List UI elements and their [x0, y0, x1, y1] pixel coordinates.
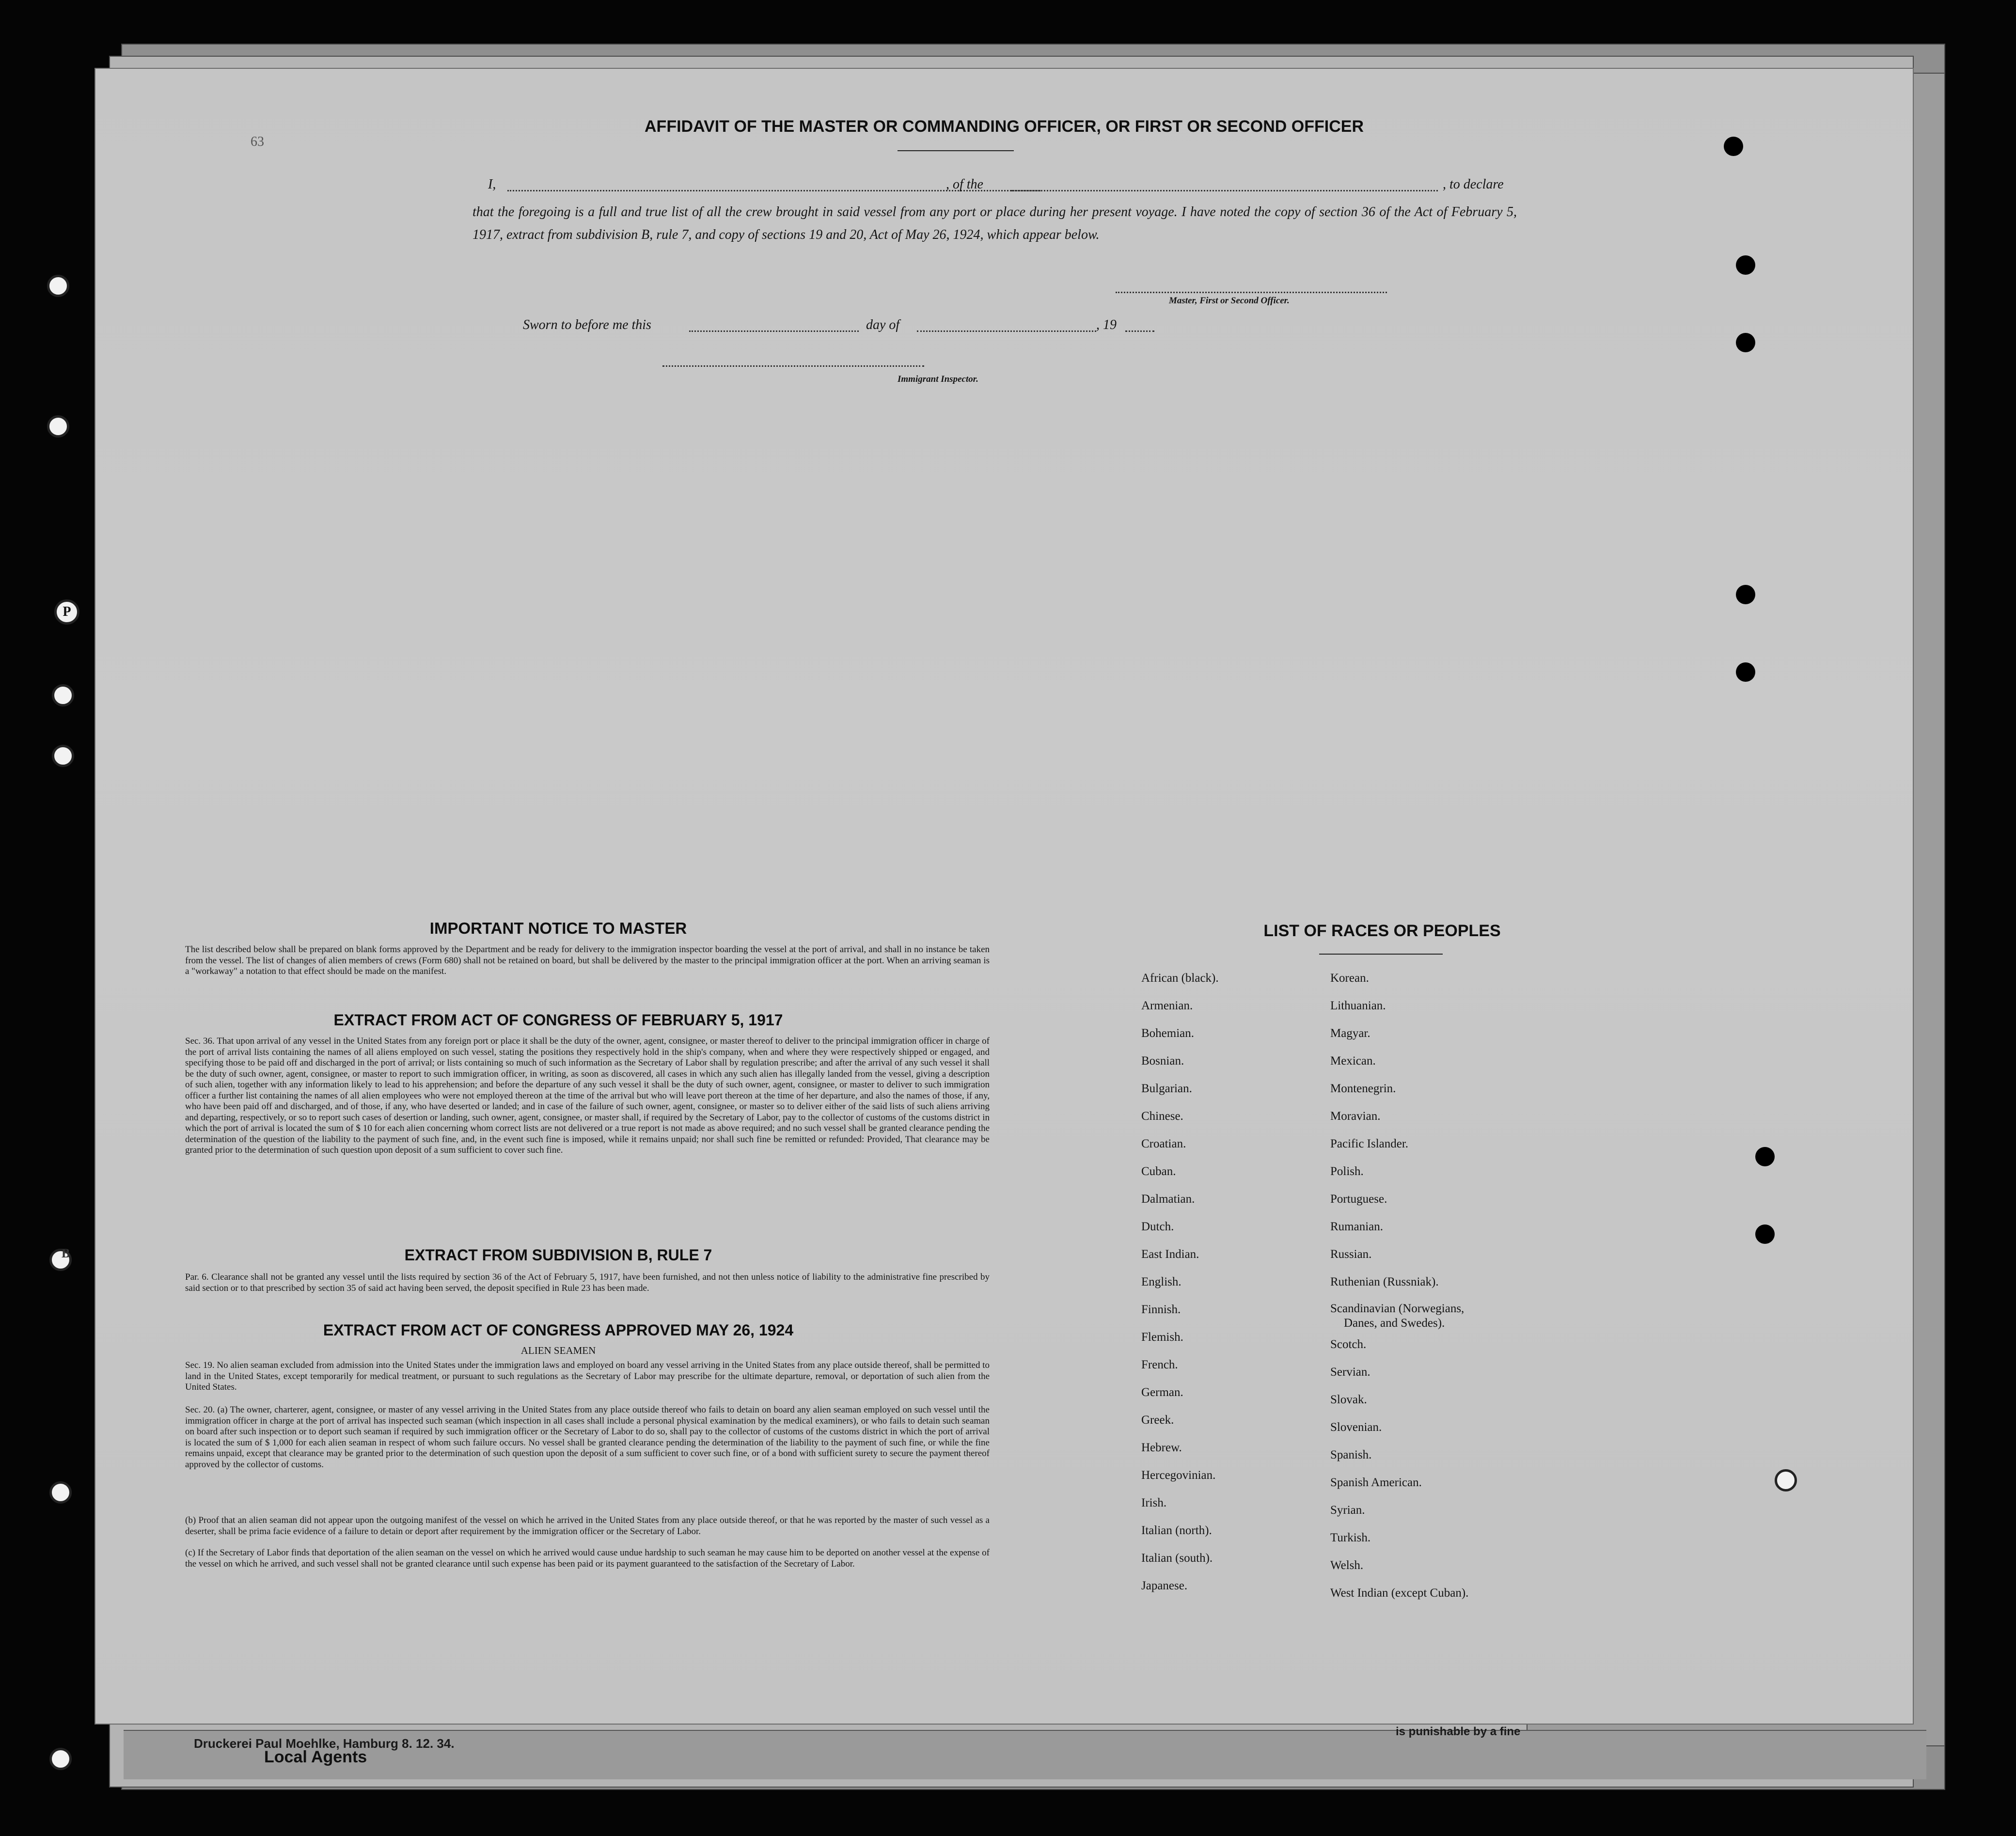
race-item: Flemish. [1141, 1331, 1183, 1344]
race-item: Welsh. [1330, 1559, 1364, 1572]
race-item: Greek. [1141, 1413, 1174, 1427]
extract-rule7-title: EXTRACT FROM SUBDIVISION B, RULE 7 [404, 1246, 712, 1264]
race-item: Portuguese. [1330, 1193, 1387, 1206]
race-item: Bosnian. [1141, 1054, 1184, 1067]
binder-hole [52, 745, 74, 767]
extract-1924-sec20c: (c) If the Secretary of Labor finds that deportation of the alien seaman on the vessel on which he arrived would cause undue hardship to such seaman he may cause him to be deported on another vessel at the expense of the vessel on which he arrived, and such vessel shall not be granted clearance until such expense has been paid or its payment guaranteed to the satisfaction of the Secretary of Labor. [185, 1548, 990, 1569]
punched-hole [1724, 137, 1743, 156]
punched-hole [1755, 1147, 1775, 1166]
race-item: Servian. [1330, 1365, 1370, 1379]
race-item: Syrian. [1330, 1504, 1365, 1517]
sworn-month-blank[interactable] [917, 330, 1096, 332]
race-item: English. [1141, 1275, 1181, 1288]
affidavit-i: I, [488, 177, 496, 192]
race-item: Moravian. [1330, 1110, 1381, 1123]
race-item: Hebrew. [1141, 1441, 1182, 1454]
race-item: Bulgarian. [1141, 1082, 1192, 1095]
inspector-caption: Immigrant Inspector. [898, 374, 978, 384]
extract-1924-sec19: Sec. 19. No alien seaman excluded from admission into the United States under the immigration laws and employed on board any vessel arriving in the United States from any place outside thereof, shall be permitted to land in the United States, except temporarily for medical treatment, or pursuant to such regulations as the Secretary of Labor may prescribe for the ultimate departure, removal, or deportation of such alien from the United States. [185, 1360, 990, 1392]
binder-hole [52, 684, 74, 706]
binder-hole [47, 275, 69, 297]
race-item: Rumanian. [1330, 1220, 1384, 1233]
race-item: Italian (north). [1141, 1524, 1212, 1537]
race-item: Spanish. [1330, 1448, 1372, 1461]
extract-1924-subtitle: ALIEN SEAMEN [520, 1345, 596, 1356]
notice-title: IMPORTANT NOTICE TO MASTER [429, 919, 687, 937]
race-item: Dutch. [1141, 1220, 1174, 1233]
race-item: Armenian. [1141, 999, 1193, 1012]
extract-1924-title: EXTRACT FROM ACT OF CONGRESS APPROVED MAY 26, 1924 [323, 1321, 794, 1339]
affidavit-title: AFFIDAVIT OF THE MASTER OR COMMANDING OFFICER, OR FIRST OR SECOND OFFICER [645, 117, 1364, 136]
races-left-column [1141, 964, 1219, 1600]
race-item: Scandinavian (Norwegians, [1330, 1302, 1465, 1315]
extract-1917-title: EXTRACT FROM ACT OF CONGRESS OF FEBRUARY 5, 1917 [333, 1011, 783, 1029]
race-item: Danes, and Swedes). [1344, 1317, 1445, 1330]
sworn-day-blank[interactable] [689, 330, 859, 332]
race-item: Slovenian. [1330, 1421, 1382, 1434]
binder-hole [1775, 1469, 1797, 1491]
punched-hole [1736, 333, 1755, 352]
page-number-faint: 63 [251, 134, 264, 149]
race-item: Mexican. [1330, 1054, 1376, 1067]
race-item: Croatian. [1141, 1137, 1186, 1150]
race-item: Bohemian. [1141, 1027, 1195, 1040]
race-item: Cuban. [1141, 1165, 1176, 1178]
race-item: Slovak. [1330, 1393, 1367, 1406]
races-right-column [1330, 964, 1468, 1607]
notice-body: The list described below shall be prepared on blank forms approved by the Department and be ready for delivery to the immigration inspector boarding the vessel at the port of arrival, and shall in no instance be taken from the vessel. The list of changes of alien members of crews (Form 680) shall not be retained on board, but shall be delivered by the master to the principal immigration officer at the port. When an arriving seaman is a "workaway" a notation to that effect should be made on the manifest. [185, 944, 990, 976]
extract-1924-sec20b: (b) Proof that an alien seaman did not appear upon the outgoing manifest of the vessel on which he arrived in the United States from any place outside thereof, or that he was reported by the master of such vessel as a deserter, shall be prima facie evidence of a failure to detain or deport after requirement by the immigration officer or the Secretary of Labor. [185, 1515, 990, 1537]
binder-hole [47, 415, 69, 438]
officer-caption: Master, First or Second Officer. [1169, 296, 1290, 306]
race-item: German. [1141, 1386, 1183, 1399]
printer-imprint: Druckerei Paul Moehlke, Hamburg 8. 12. 34. [194, 1736, 455, 1751]
race-item: Scotch. [1330, 1338, 1367, 1351]
race-item: Ruthenian (Russniak). [1330, 1275, 1439, 1288]
underlying-note: is punishable by a fine [1396, 1725, 1521, 1738]
sworn-day-of: day of [866, 317, 900, 332]
race-item: Pacific Islander. [1330, 1137, 1409, 1150]
race-item: Montenegrin. [1330, 1082, 1396, 1095]
affidavit-body: that the foregoing is a full and true list of all the crew brought in said vessel from any port or place during her present voyage. I have noted the copy of section 36 of the Act of February 5, 1917, extract from subdivision B, rule 7, and copy of sections 19 and 20, Act of May 26, 1924, which appear below. [472, 204, 1517, 242]
race-item: Italian (south). [1141, 1552, 1213, 1565]
sworn-year: , 19 [1096, 317, 1117, 332]
vessel-blank[interactable] [1011, 190, 1438, 191]
affidavit-to-declare: , to declare [1443, 177, 1504, 192]
race-item: Magyar. [1330, 1027, 1370, 1040]
extract-rule7-body: Par. 6. Clearance shall not be granted any vessel until the lists required by section 36 of the Act of February 5, 1917, have been furnished, and not then unless notice of liability to the administrative fine prescribed by said section or to that prescribed by section 35 of said act having been served, the deposit specified in Rule 23 has been made. [185, 1272, 990, 1293]
race-item: French. [1141, 1358, 1178, 1371]
race-item: West Indian (except Cuban). [1330, 1586, 1469, 1600]
punched-hole [1736, 662, 1755, 682]
officer-signature-blank[interactable] [1116, 292, 1387, 293]
extract-1924-sec20a: Sec. 20. (a) The owner, charterer, agent, consignee, or master of any vessel arriving in the United States from any place outside thereof who fails to detain on board any alien seaman employed on such vessel until the immigration officer in charge at the port of arrival has inspected such seaman (which inspection in all cases shall include a personal physical examination by the medical examiners), or who fails to detain such seaman on board after such inspection or to deport such seaman if required by such immigration officer or the Secretary of Labor to do so, shall pay to the collector of customs of the customs district in which the port of arrival is located the sum of $ 1,000 for each alien seaman in respect of whom such failure occurs. No vessel shall be granted clearance pending the determination of the liability to the payment of such fine, or while the fine remains unpaid, except that clearance may be granted prior to the determination of such question upon the deposit of a sum sufficient to cover such fine, or of a bond with sufficient surety to secure the payment thereof approved by the collector of customs. [185, 1405, 990, 1470]
race-item: Russian. [1330, 1248, 1372, 1261]
p-mark-hole: P [54, 599, 79, 625]
race-item: Irish. [1141, 1496, 1167, 1509]
race-item: Lithuanian. [1330, 999, 1386, 1012]
race-item: African (black). [1141, 972, 1219, 985]
punched-hole [1755, 1224, 1775, 1244]
sworn-year-blank[interactable] [1125, 330, 1154, 332]
binder-hole [49, 1481, 72, 1504]
race-item: Chinese. [1141, 1110, 1183, 1123]
race-item: Spanish American. [1330, 1476, 1422, 1489]
punched-hole [1736, 255, 1755, 275]
races-rule [1319, 954, 1443, 955]
inspector-signature-blank[interactable] [662, 365, 924, 367]
race-item: Turkish. [1330, 1531, 1371, 1544]
binder-hole [49, 1748, 72, 1770]
sworn-prefix: Sworn to before me this [523, 317, 651, 332]
extract-1917-body: Sec. 36. That upon arrival of any vessel in the United States from any foreign port or place it shall be the duty of the owner, agent, consignee, or master thereof to deliver to the principal immigration officer in charge of the port of arrival lists containing the names of all aliens employed on such vessel, stating the positions they respectively hold in the ship's company, when and where they were respectively shipped or engaged, and specifying those to be paid off and discharged in the port of arrival; or lists containing so much of such information as the Secretary of Labor shall by regulation prescribe; and after the arrival of any such vessel it shall be the duty of such owner, agent, consignee, or master to report to such immigration officer, in writing, as soon as discovered, all cases in which any such alien has illegally landed from the vessel, giving a description of such alien, together with any information likely to lead to his apprehension; and before the departure of any such vessel it shall be the duty of such owner, agent, consignee, or master to deliver to such immigration officer a further list containing the names of all alien employees who were not employed thereon at the time of the arrival but who will leave port thereon at the time of her departure, and also the names of those, if any, who have been paid off and discharged, and of those, if any, who have deserted or landed; and in case of the failure of such owner, agent, consignee, or master so to deliver either of the said lists of such aliens arriving and departing, respectively, or so to report such cases of desertion or landing, such owner, agent, consignee, or master shall, if required by the Secretary of Labor, pay to the collector of customs of the customs district in which the port of arrival is located the sum of $ 10 for each alien concerning whom correct lists are not delivered or a true report is not made as above required; and no such vessel shall be granted clearance pending the determination of the question of the liability to the payment of such fine, and, in the event such fine is imposed, while it remains unpaid; nor shall such fine be remitted or refunded: Provided, That clearance may be granted prior to the determination of such question upon deposit of a sum sufficient to cover such fine. [185, 1036, 990, 1155]
affidavit-of-the: , of the [946, 177, 983, 192]
race-item: East Indian. [1141, 1248, 1199, 1261]
race-item: Finnish. [1141, 1303, 1181, 1316]
races-title: LIST OF RACES OR PEOPLES [1263, 922, 1501, 940]
race-item: Japanese. [1141, 1579, 1188, 1592]
race-item: Dalmatian. [1141, 1193, 1195, 1206]
race-item: Polish. [1330, 1165, 1364, 1178]
b-mark: B [62, 1246, 70, 1260]
race-item: Korean. [1330, 972, 1369, 985]
title-rule [898, 150, 1014, 151]
affidavit-sheet [62, 68, 1914, 1725]
local-agents-label: Local Agents [264, 1748, 367, 1766]
race-item: Hercegovinian. [1141, 1469, 1216, 1482]
punched-hole [1736, 585, 1755, 604]
